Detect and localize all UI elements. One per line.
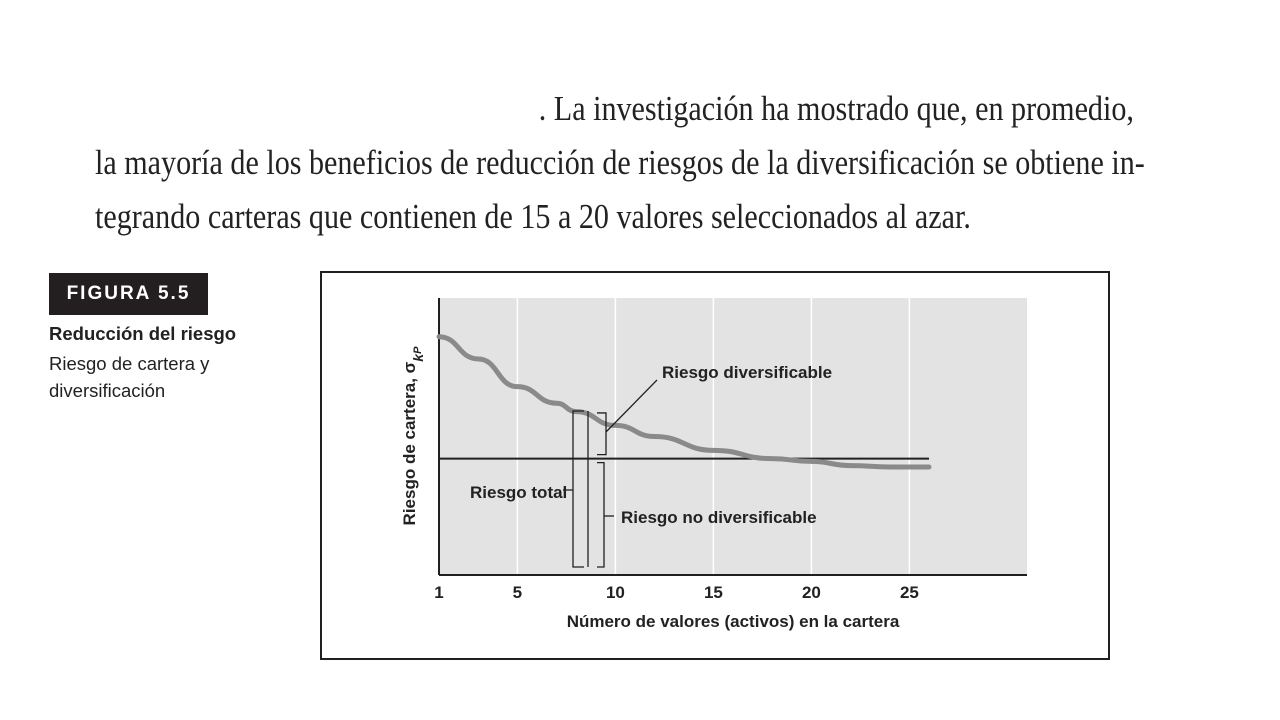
x-tick-label: 20 [801, 583, 821, 602]
x-tick-label: 10 [605, 583, 625, 602]
x-tick-label: 25 [899, 583, 919, 602]
y-axis-label-subscript: k [410, 353, 426, 362]
figure-badge: FIGURA 5.5 [49, 273, 208, 315]
annotation-diversifiable: Riesgo diversificable [662, 363, 833, 382]
paragraph-line-3: tegrando carteras que contienen de 15 a 20 valores seleccionados al azar. [95, 197, 971, 236]
x-tick-label: 1 [434, 583, 444, 602]
paragraph-line-1: . La investigación ha mostrado que, en promedio, [538, 89, 1134, 128]
x-tick-labels [434, 583, 919, 602]
x-axis-label: Número de valores (activos) en la cartera [566, 612, 900, 631]
x-tick-label: 5 [512, 583, 523, 602]
paragraph-line-2: la mayoría de los beneficios de reducción de riesgos de la diversificación se obtiene in- [95, 143, 1145, 182]
figure-subtitle: Riesgo de cartera y diversificación [49, 353, 210, 401]
y-axis-label-text: Riesgo de cartera, σ [400, 361, 419, 526]
figure-title: Reducción del riesgo [49, 323, 237, 344]
y-axis-label [400, 346, 426, 526]
annotation-total: Riesgo total [470, 483, 568, 502]
plot-area [439, 298, 1027, 575]
y-axis-label-subsubscript: P [412, 346, 424, 354]
annotation-nondiversifiable: Riesgo no diversificable [621, 508, 817, 527]
x-tick-label: 15 [703, 583, 723, 602]
